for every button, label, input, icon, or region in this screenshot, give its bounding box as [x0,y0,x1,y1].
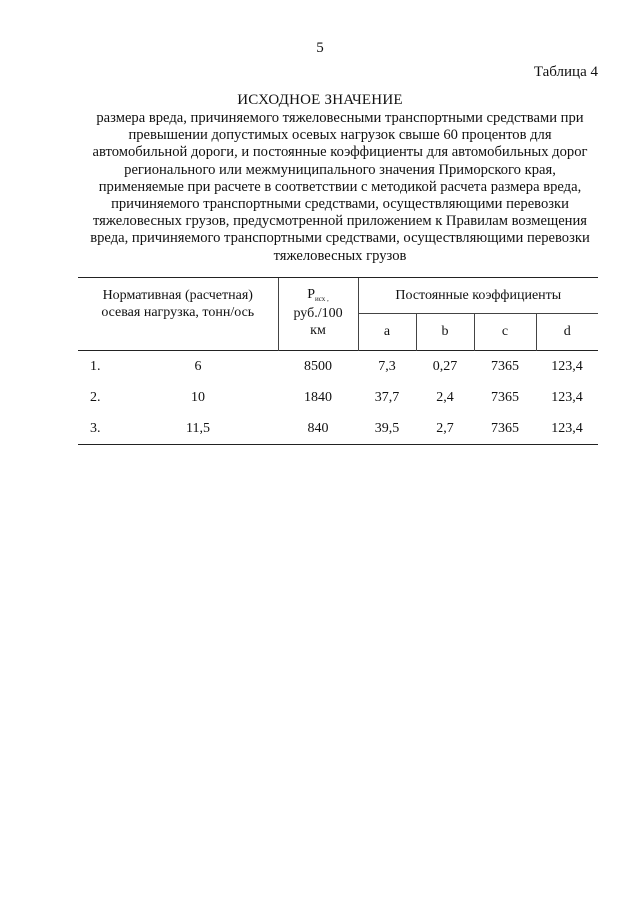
coefficients-header: Постоянные коэффициенты [358,278,598,314]
coef-a-header: a [358,314,416,351]
cell-c: 7365 [474,351,536,383]
coef-d-header: d [536,314,598,351]
description-line: превышении допустимых осевых нагрузок свыше 60 процентов для [128,127,552,144]
table-label: Таблица 4 [533,64,598,80]
cell-b: 2,4 [436,389,454,405]
table-row [78,351,598,383]
page-number: 5 [316,40,324,56]
cell-c: 7365 [491,389,520,405]
cell-b: 2,7 [416,413,474,445]
cell-p: 1840 [304,389,333,405]
p-unit-line: руб./100 [293,306,343,321]
cell-d: 123,4 [536,413,598,445]
coefficients-table [78,277,598,445]
description-line: тяжеловесных грузов [273,247,407,264]
document-description [80,110,600,265]
cell-b: 0,27 [416,351,474,383]
table-row [78,413,598,445]
description-line: вреда, причиняемого транспортными средствами, осуществляющими перевозки [90,230,590,247]
cell-p: 840 [278,413,358,445]
cell-d: 123,4 [536,351,598,383]
table-row [78,382,598,413]
description-line: тяжеловесных грузов, предусмотренной приложением к Правилам возмещения [93,213,587,230]
p-unit-line: км [310,323,326,338]
row-number: 2. [90,389,101,405]
cell-a: 39,5 [358,413,416,445]
cell-load: 11,5 [118,413,278,445]
load-header-line: осевая нагрузка, тонн/ось [101,305,255,320]
p-column-header [278,278,358,351]
description-line: причиняемого транспортными средствами, осуществляющими перевозки [111,196,569,213]
cell-d: 123,4 [551,389,583,405]
p-symbol: P [307,287,316,302]
load-column-header [78,278,278,351]
cell-p: 8500 [278,351,358,383]
coef-b-header: b [416,314,474,351]
cell-a: 7,3 [358,351,416,383]
description-line: применяемые при расчете в соответствии с методикой расчета размера вреда, [98,178,582,195]
document-heading: ИСХОДНОЕ ЗНАЧЕНИЕ [237,92,403,108]
p-subscript: исх , [315,295,329,303]
row-number: 1. [78,351,118,383]
load-header-line: Нормативная (расчетная) [102,288,253,303]
cell-load: 10 [191,389,205,405]
description-line: регионального или межмуниципального значения Приморского края, [124,161,556,178]
cell-c: 7365 [474,413,536,445]
description-line: автомобильной дороги, и постоянные коэффициенты для автомобильных дорог [92,144,588,161]
row-number: 3. [78,413,118,445]
cell-a: 37,7 [374,389,400,405]
cell-load: 6 [118,351,278,383]
coef-c-header: c [474,314,536,351]
description-line: размера вреда, причиняемого тяжеловесными транспортными средствами при [96,110,584,126]
